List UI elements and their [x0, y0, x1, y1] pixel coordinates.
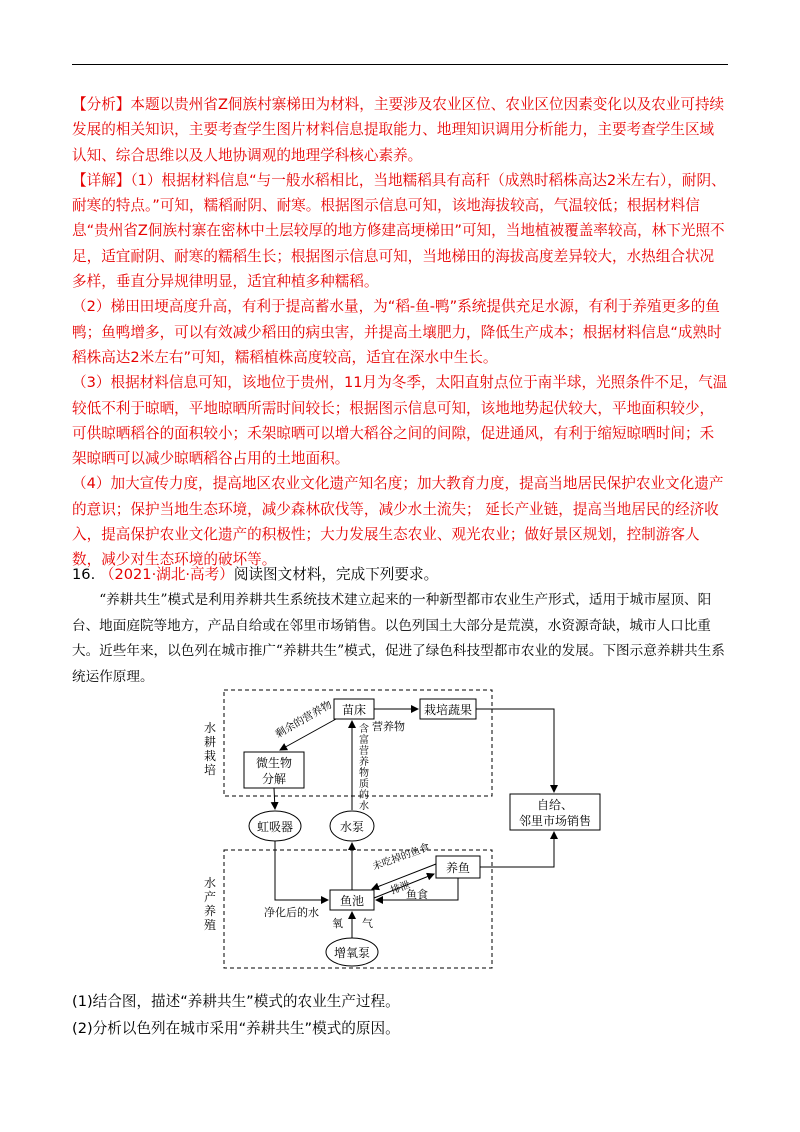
rich-water-char-2: 富	[359, 735, 369, 746]
market-label-2: 邻里市场销售	[518, 814, 592, 828]
fishpond-label: 鱼池	[339, 894, 365, 908]
sub-question-2: (2)分析以色列在城市采用“养耕共生”模式的原因。	[72, 1020, 400, 1037]
waste-label: 排泄	[389, 879, 412, 897]
question-material: “养耕共生”模式是利用养耕共生系统技术建立起来的一种新型都市农业生产形式，适用于城市屋顶、阳台、地面庭院等地方，产品自给或在邻里市场销售。以色列国土大部分是荒漠，水资源奇缺，城市人口比重大。近些年来，以色列在城市推广“养耕共生”模式，促进了绿色科技型都市农业的发展。下图示意养耕共生系统运作原理。	[72, 592, 725, 685]
region-top-char-1: 水	[203, 721, 217, 735]
leftover-nutrient-label: 剩余的营养物	[273, 698, 335, 741]
siphon-label: 虹吸器	[256, 820, 294, 834]
seedbed-label: 苗床	[341, 703, 367, 717]
nutrient-label: 营养物	[372, 720, 405, 733]
answer-block	[72, 92, 728, 573]
aerator-label: 增氧泵	[333, 946, 371, 960]
region-bottom-char-3: 养	[203, 904, 217, 918]
detail-1-text: 【详解】（1）根据材料信息“与一般水稻相比，当地糯稻具有高秆（成熟时稻株高达2米左右），耐阴、耐寒的特点。”可知，糯稻耐阴、耐寒。根据图示信息可知，该地海拔较高，气温较低；根据材料信息“贵州省Z侗族村寨在密林中土层较厚的地方修建高埂梯田”可知，当地植被覆盖率较高，林下光照不足，适宜耐阴、耐寒的糯稻生长；根据图示信息可知，当地梯田的海拔高度差异较大，水热组合状况多样，垂直分异规律明显，适宜种植多种糯稻。	[72, 171, 726, 291]
question-source: （2021·湖北·高考）	[99, 566, 234, 583]
oxygen-char-2: 气	[362, 917, 373, 930]
aquaponics-diagram	[196, 684, 606, 974]
rich-water-char-7: 的	[359, 790, 369, 801]
fish-farming-label: 养鱼	[445, 861, 471, 875]
region-bottom-char-2: 产	[203, 890, 217, 904]
detail-3-text: （3）根据材料信息可知，该地位于贵州，11月为冬季，太阳直射点位于南半球，光照条件不足，气温较低不利于晾晒，平地晾晒所需时间较长；根据图示信息可知，该地地势起伏较大，平地面积较少，可供晾晒稻谷的面积较小；禾架晾晒可以增大稻谷之间的间隙，促进通风，有利于缩短晾晒时间；禾架晾晒可以减少晾晒稻谷占用的土地面积。	[72, 374, 728, 468]
rich-water-char-1: 含	[359, 724, 369, 735]
diagram-svg	[196, 684, 606, 974]
purified-water-label: 净化后的水	[264, 906, 319, 919]
arrow-microbe-to-siphon	[274, 788, 275, 809]
question-16-header	[72, 563, 728, 587]
region-bottom-char-1: 水	[203, 876, 217, 890]
vegetable-label: 栽培蔬果	[423, 703, 473, 717]
detail-4-text: （4）加大宣传力度，提高地区农业文化遗产知名度；加大教育力度，提高当地居民保护农业文化遗产的意识；保护当地生态环境，减少森林砍伐等，减少水土流失； 延长产业链，提高当地居民的经济收入，提高保护农业文化遗产的积极性；大力发展生态农业、观光农业；做好景区规划，控制游客人数，减少对生态环境的破坏等。	[72, 475, 724, 569]
microbe-label-1: 微生物	[255, 756, 293, 770]
region-top-char-4: 培	[203, 763, 217, 777]
rich-water-char-8: 水	[359, 801, 369, 812]
market-label-1: 自给、	[536, 798, 574, 812]
region-top-char-2: 耕	[203, 735, 217, 749]
analysis-text: 【分析】本题以贵州省Z侗族村寨梯田为材料，主要涉及农业区位、农业区位因素变化以及农业可持续发展的相关知识，主要考查学生图片材料信息提取能力、地理知识调用分析能力，主要考查学生区域认知、综合思维以及人地协调观的地理学科核心素养。	[72, 96, 725, 164]
rich-water-char-6: 质	[359, 779, 369, 790]
region-bottom-char-4: 殖	[203, 918, 217, 932]
rich-water-char-5: 物	[359, 768, 369, 779]
rich-water-char-4: 养	[359, 757, 369, 768]
question-number: 16.	[72, 566, 96, 583]
arrow-veg-to-market	[476, 709, 554, 792]
detail-2-text: （2）梯田田埂高度升高，有利于提高蓄水量，为“稻-鱼-鸭”系统提供充足水源，有利于养殖更多的鱼鸭；鱼鸭增多，可以有效减少稻田的病虫害，并提高土壤肥力，降低生产成本；根据材料信息“成熟时稻株高达2米左右”可知，糯稻植株高度较高，适宜在深水中生长。	[72, 298, 722, 366]
sub-question-1: (1)结合图，描述“养耕共生”模式的农业生产过程。	[72, 993, 400, 1010]
fish-feed-label: 鱼食	[406, 888, 428, 901]
uneaten-feed-label: 未吃掉的鱼食	[371, 841, 432, 873]
region-top-char-3: 栽	[203, 749, 217, 763]
rich-water-char-3: 营	[359, 746, 369, 757]
question-stem: 阅读图文材料，完成下列要求。	[233, 566, 439, 583]
header-rule	[72, 64, 728, 65]
oxygen-char-1: 氧	[332, 917, 343, 930]
pump-label: 水泵	[339, 820, 365, 834]
microbe-label-2: 分解	[261, 772, 287, 786]
